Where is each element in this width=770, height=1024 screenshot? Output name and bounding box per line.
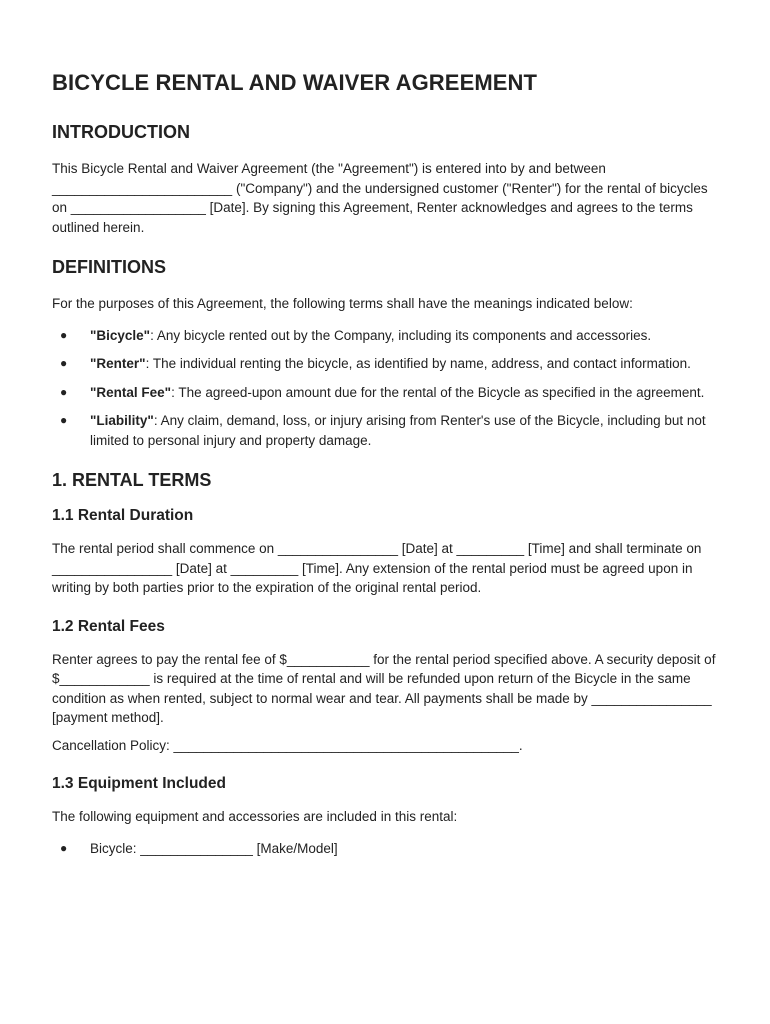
bullet-icon: ●: [60, 384, 68, 399]
definition-term: "Liability": [90, 413, 154, 428]
introduction-heading: INTRODUCTION: [52, 122, 190, 142]
definition-term: "Renter": [90, 356, 146, 371]
document-title: BICYCLE RENTAL AND WAIVER AGREEMENT: [52, 70, 538, 95]
list-item: [52, 354, 718, 374]
definition-term: "Rental Fee": [90, 384, 172, 400]
introduction-section: [52, 122, 718, 237]
definition-text: : The agreed-upon amount due for the rental of the Bicycle as specified in the agreement.: [171, 384, 705, 400]
definitions-list: [52, 326, 718, 451]
equipment-item-text: Bicycle: _______________ [Make/Model]: [90, 840, 338, 856]
definition-text: : Any claim, demand, loss, or injury arising from Renter's use of the Bicycle, including but not limited to personal injury and property damage.: [90, 413, 706, 448]
definition-text: : Any bicycle rented out by the Company, including its components and accessories.: [150, 327, 652, 343]
bullet-icon: ●: [60, 356, 68, 370]
rental-terms-heading: 1. RENTAL TERMS: [52, 470, 212, 490]
rental-fees-heading: 1.2 Rental Fees: [52, 617, 165, 635]
definitions-intro: For the purposes of this Agreement, the following terms shall have the meanings indicated below:: [52, 296, 633, 311]
introduction-text: This Bicycle Rental and Waiver Agreement (the "Agreement") is entered into by and between ________________________ ("Company") and the undersigned customer ("Renter") for the rental of bicycles on __________________ [Date]. By signing this Agreement, Renter acknowledges and agrees to the terms outlined herein.: [52, 161, 708, 235]
list-item: [52, 383, 718, 403]
bullet-icon: ●: [60, 840, 68, 855]
equipment-list: [52, 839, 718, 859]
bullet-icon: ●: [60, 327, 68, 342]
rental-duration-heading: 1.1 Rental Duration: [52, 507, 194, 524]
rental-duration-text: The rental period shall commence on ________________ [Date] at _________ [Time] and shall terminate on ________________ [Date] at _________ [Time]. Any extension of the rental period must be agreed upon in writing by both parties prior to the expiration of the original rental period.: [52, 541, 702, 595]
equipment-intro: The following equipment and accessories are included in this rental:: [52, 809, 458, 824]
rental-fees-text: Renter agrees to pay the rental fee of $___________ for the rental period specified above. A security deposit of $____________ is required at the time of rental and will be refunded upon return of the Bicycle in the same condition as when rented, subject to normal wear and tear. All payments shall be made by ________________ [payment method].: [52, 651, 716, 725]
definitions-heading: DEFINITIONS: [52, 257, 167, 277]
equipment-heading: 1.3 Equipment Included: [52, 775, 226, 792]
bullet-icon: ●: [60, 413, 68, 427]
list-item: [52, 326, 718, 346]
definition-term: "Bicycle": [90, 327, 151, 343]
definition-text: : The individual renting the bicycle, as identified by name, address, and contact information.: [145, 356, 691, 371]
cancellation-policy: Cancellation Policy: ______________________________________________.: [52, 737, 523, 753]
list-item: [52, 839, 718, 859]
rental-terms-section: [52, 470, 718, 858]
list-item: [52, 411, 718, 450]
definitions-section: [52, 257, 718, 450]
